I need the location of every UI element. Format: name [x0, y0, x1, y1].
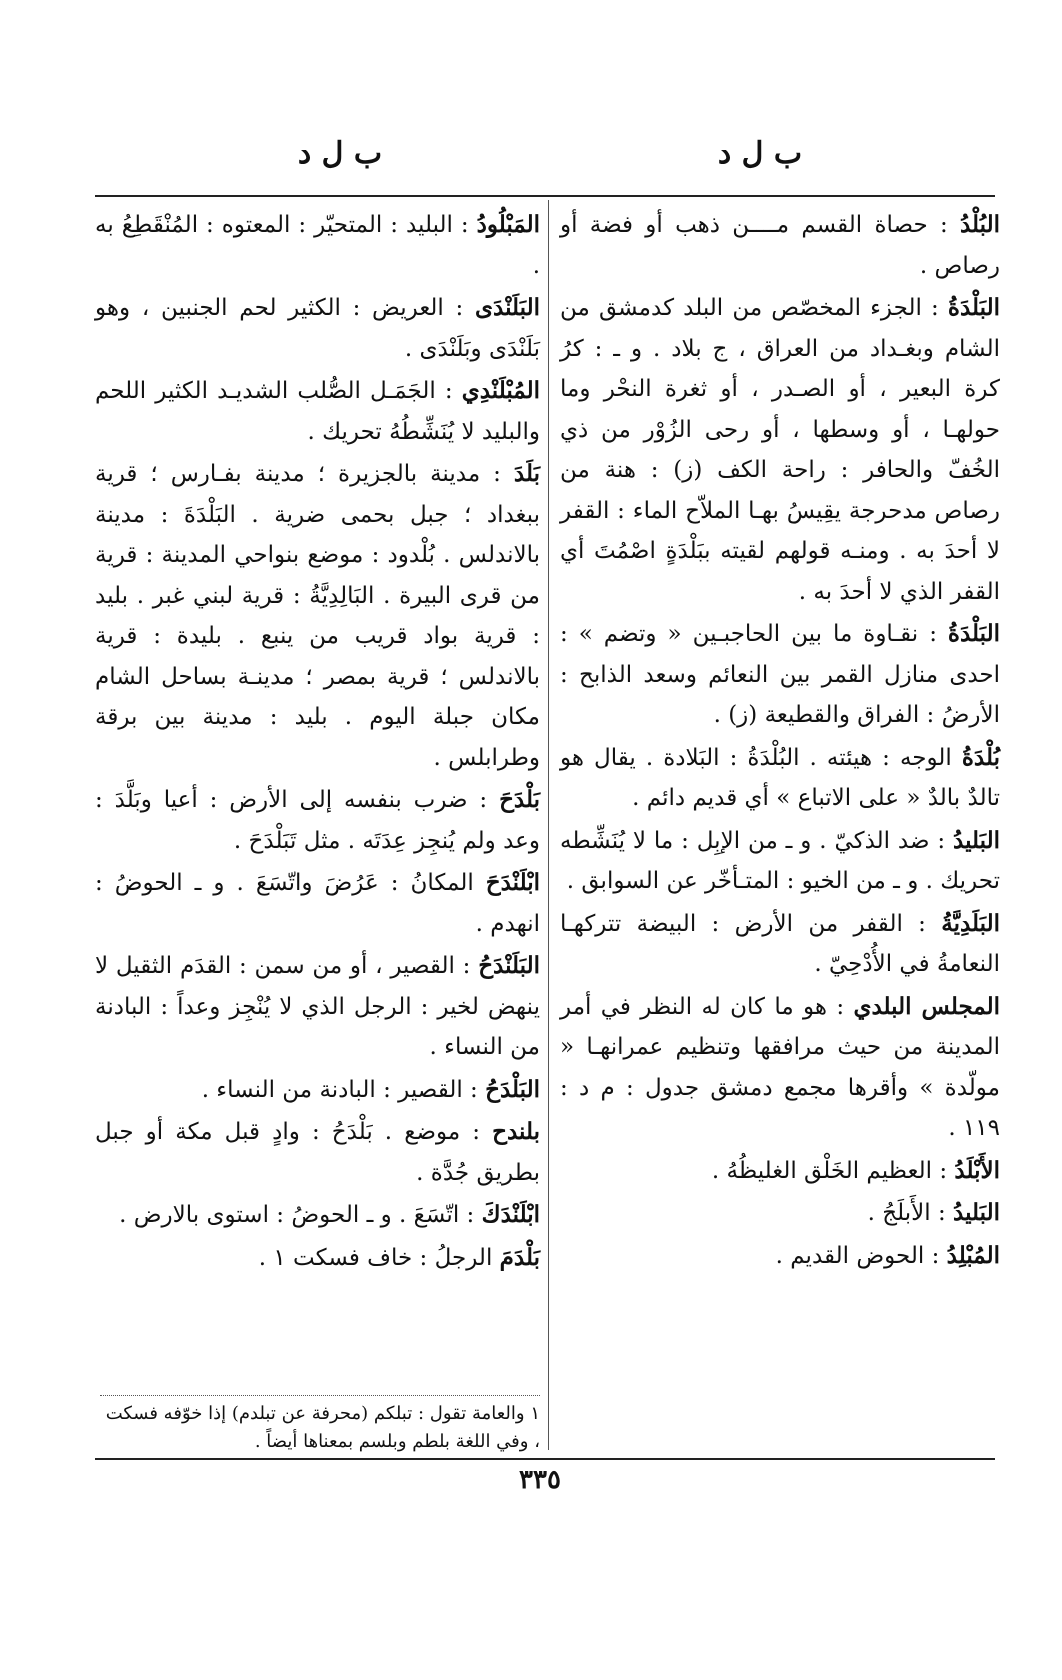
dictionary-entry [560, 987, 1000, 1149]
entry-definition: : الأَبلَجُ . [867, 1200, 954, 1226]
entry-headword: بَلْدَمَ [499, 1243, 540, 1271]
entry-headword: البَليدُ [953, 1199, 1000, 1226]
entry-headword: المجلس البلدي [853, 992, 1000, 1020]
footnote-rule [100, 1395, 540, 1396]
entry-definition: الرجلُ : خاف فسكت ١ . [258, 1244, 500, 1271]
entry-definition: : القفر من الأرض : البيضة تتركهـا النعامةُ في الأُدْحِيّ . [560, 910, 1000, 977]
entry-headword: الأَبْلَدُ [954, 1156, 1000, 1184]
entry-definition: : الحوض القديم . [775, 1242, 947, 1269]
entry-headword: المَبْلُودُ [476, 211, 540, 238]
entry-definition: : العريض : الكثير لحم الجنبين ، وهو بَلَنْدَى وبَلَنْدَى . [95, 295, 540, 362]
dictionary-entry [95, 371, 540, 452]
dictionary-entry [560, 1151, 1000, 1192]
entry-definition: : حصاة القسم مــــن ذهب أو فضة أو رصاص . [560, 212, 1000, 279]
entry-headword: بَلْدَحَ [499, 786, 540, 813]
entry-definition: : العظيم الخَلْق الغليظُهُ . [711, 1157, 955, 1184]
entry-definition: : القصير ، أو من سمن : القدَم الثقيل لا ينهض لخير : الرجل الذي لا يُنْجِز وعداً : البادنة من النساء . [95, 953, 540, 1060]
entry-headword: المُبْلَنْدِي [461, 377, 540, 404]
entry-headword: بلندح [492, 1118, 540, 1145]
entry-definition: المكانُ : عَرُضَ واتّسَعَ . و ـ الحوضُ : انهدم . [95, 870, 540, 937]
entry-headword: البَليدُ [953, 826, 1000, 854]
entry-definition: : القصير : البادنة من النساء . [201, 1076, 486, 1103]
dictionary-entry [560, 738, 1000, 819]
entry-definition: : اتّسَعَ . و ـ الحوضُ : استوى بالارض . [119, 1202, 482, 1228]
dictionary-entry [95, 1070, 540, 1111]
column-divider [548, 200, 549, 1450]
entry-headword: المُبْلِدُ [946, 1241, 1000, 1269]
header-root-right: ب ل د [717, 136, 803, 171]
header-root-left: ب ل د [297, 136, 383, 171]
page-number: ٣٣٥ [519, 1465, 561, 1495]
dictionary-entry [95, 863, 540, 944]
left-column [95, 205, 540, 1280]
entry-headword: البَلْدَةُ [947, 620, 1000, 647]
entry-headword: بُلْدَةُ [961, 743, 1000, 771]
dictionary-entry [95, 1238, 540, 1279]
entry-definition: : مدينة بالجزيرة ؛ مدينة بفـارس ؛ قرية ببغداد ؛ جبل بحمى ضرية . البَلْدَةَ : مدينة بالاندلس . بُلْدود : موضع بنواحي المدينة : قرية من قرى البيرة . البَالِدِيَّةُ : قرية لبني غبر . بليد : قرية بواد قريب من ينبع . بليدة : قرية بالاندلس ؛ قرية بمصر ؛ مدينـة بساحل الشام مكان جبلة اليوم . بليد : مدينة بين برقة وطرابلس . [95, 461, 540, 771]
top-rule [95, 195, 995, 197]
dictionary-entry [95, 288, 540, 369]
entry-headword: البَلْدَةُ [947, 294, 1000, 321]
entry-definition: : موضع . بَلْدَحُ : وادٍ قبل مكة أو جبل بطريق جُدَّة . [95, 1119, 540, 1186]
dictionary-entry [95, 780, 540, 861]
dictionary-entry [560, 821, 1000, 902]
entry-definition: الوجه : هيئته . البُلْدَةُ : البَلادة . يقال هو تالدٌ بالدٌ « على الاتباع » أي قديم دائم . [560, 744, 1000, 811]
dictionary-entry [95, 205, 540, 286]
entry-definition: : الجَمَـل الصُّلب الشديـد الكثير اللحم والبليد لا يُنَشِّطُهُ تحريك . [95, 378, 540, 445]
dictionary-entry [95, 1112, 540, 1193]
entry-headword: ابْلَنْدَكَ [481, 1201, 540, 1228]
entry-headword: البَلَدِيَّةُ [941, 909, 1000, 937]
dictionary-entry [95, 946, 540, 1068]
bottom-rule [95, 1458, 995, 1460]
entry-definition: : الجزء المخصّص من البلد كدمشق من الشام وبغـداد من العراق ، ج بلاد . و ـ : كرُ كرة البعير ، أو الصـدر ، أو ثغرة النحْر وما حولهـا ، أو وسطها ، أو رحى الزُوْر من ذي الخُفّ والحافر : راحة الكف (ز) : هنة من رصاص مدحرجة يقِيسُ بهـا الملاّح الماء : القفر لا أحدَ به . ومنـه قولهم لقيته ببَلْدَةٍ اصْمُتَ أي القفر الذي لا أحدَ به . [560, 295, 1000, 605]
entry-definition: : ضرب بنفسه إلى الأرض : أعيا وبَلَّدَ : وعد ولم يُنجِز عِدَتَه . مثل تَبَلْدَحَ . [95, 787, 540, 854]
entry-definition: : البليد : المتحيّر : المعتوه : المُنْقَطِعُ به . [95, 212, 540, 279]
entry-headword: بَلَدَ [513, 460, 540, 487]
dictionary-entry [95, 454, 540, 778]
entry-definition: : نقـاوة ما بين الحاجبـين « وتضم » : احدى منازل القمر بين النعائم وسعد الذابح : الأرضُ : الفراق والقطيعة (ز) . [560, 621, 1000, 728]
entry-definition: : ضد الذكيّ . و ـ من الإبِل : ما لا يُنَشِّطه تحريك . و ـ من الخيو : المتـأخّر عن السوابق . [560, 827, 1000, 894]
entry-headword: البَلَنْدَى [475, 294, 540, 321]
entry-definition: : هو ما كان له النظر في أمر المدينة من حيث مرافقها وتنظيم عمرانهـا « مولّدة » وأقرها مجمع دمشق جدول : م د : ١١٩ . [560, 993, 1000, 1141]
footnote: ١ والعامة تقول : تبلكم (محرفة عن تبلدم) إذا خوّفه فسكت ، وفي اللغة بلطم وبلسم بمعناها أيضاً . [105, 1403, 540, 1452]
entry-headword: ابْلَنْدَحَ [485, 869, 540, 896]
entry-headword: البُلْدُ [959, 211, 1000, 238]
dictionary-entry [560, 1236, 1000, 1277]
dictionary-entry [560, 288, 1000, 612]
dictionary-entry [560, 205, 1000, 286]
entry-headword: البَلْدَحُ [485, 1075, 540, 1103]
entry-headword: البَلَنْدَحُ [478, 952, 540, 979]
right-column [560, 205, 1000, 1278]
dictionary-entry [560, 1193, 1000, 1234]
dictionary-entry [560, 904, 1000, 985]
dictionary-entry [95, 1195, 540, 1236]
dictionary-entry [560, 614, 1000, 736]
